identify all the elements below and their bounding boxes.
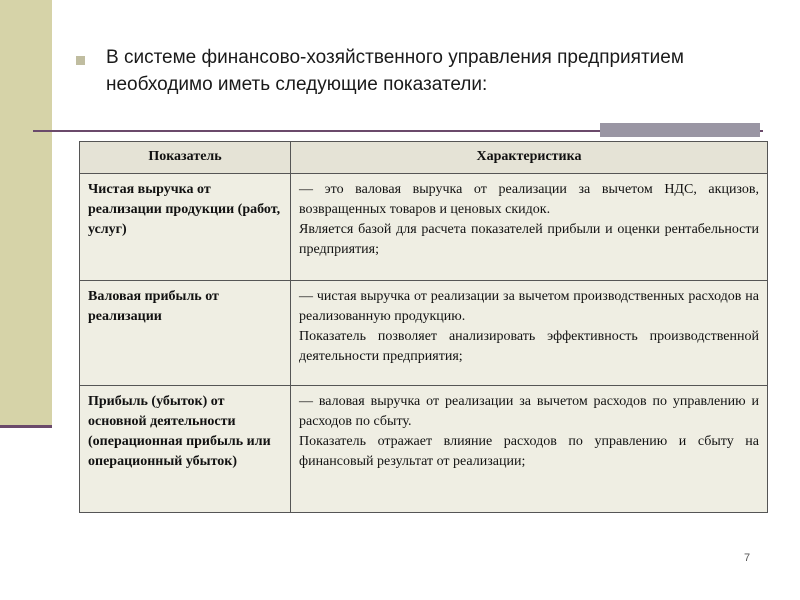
characteristic-text: — это валовая выручка от реализации за вычетом НДС, акцизов, возвращенных товаров и ценовых скидок. [299, 182, 759, 217]
characteristic-text: Показатель позволяет анализировать эффективность производственной деятельности предприятия; [299, 329, 759, 364]
left-band-underline [0, 425, 52, 428]
page-number: 7 [744, 552, 751, 564]
characteristic-cell [291, 174, 768, 281]
bullet-icon [76, 56, 85, 65]
characteristic-text: Является базой для расчета показателей прибыли и оценки рентабельности предприятия; [299, 222, 759, 257]
table-row [80, 386, 768, 513]
title-text [106, 44, 776, 98]
indicator-cell: Прибыль (убыток) от основной деятельности (операционная прибыль или операционный убыток) [80, 386, 291, 513]
left-decorative-band [0, 0, 52, 427]
table-header-row [80, 142, 768, 174]
title-line-2: необходимо иметь следующие показатели: [106, 74, 488, 95]
characteristic-cell [291, 281, 768, 386]
title-line-1: В системе финансово-хозяйственного управления предприятием [106, 47, 684, 68]
characteristic-text: Показатель отражает влияние расходов по управлению и сбыту на финансовый результат от реализации; [299, 434, 759, 469]
indicator-cell: Чистая выручка от реализации продукции (работ, услуг) [80, 174, 291, 281]
characteristic-cell [291, 386, 768, 513]
indicators-table [79, 141, 768, 513]
header-indicator: Показатель [80, 142, 291, 174]
characteristic-text: — валовая выручка от реализации за вычетом расходов по управлению и расходов по сбыту. [299, 394, 759, 429]
characteristic-text: — чистая выручка от реализации за вычетом производственных расходов на реализованную продукцию. [299, 289, 759, 324]
header-characteristic: Характеристика [291, 142, 768, 174]
table-row [80, 174, 768, 281]
table-row [80, 281, 768, 386]
slide-title [76, 44, 776, 98]
title-divider-accent [600, 123, 760, 137]
indicator-cell: Валовая прибыль от реализации [80, 281, 291, 386]
